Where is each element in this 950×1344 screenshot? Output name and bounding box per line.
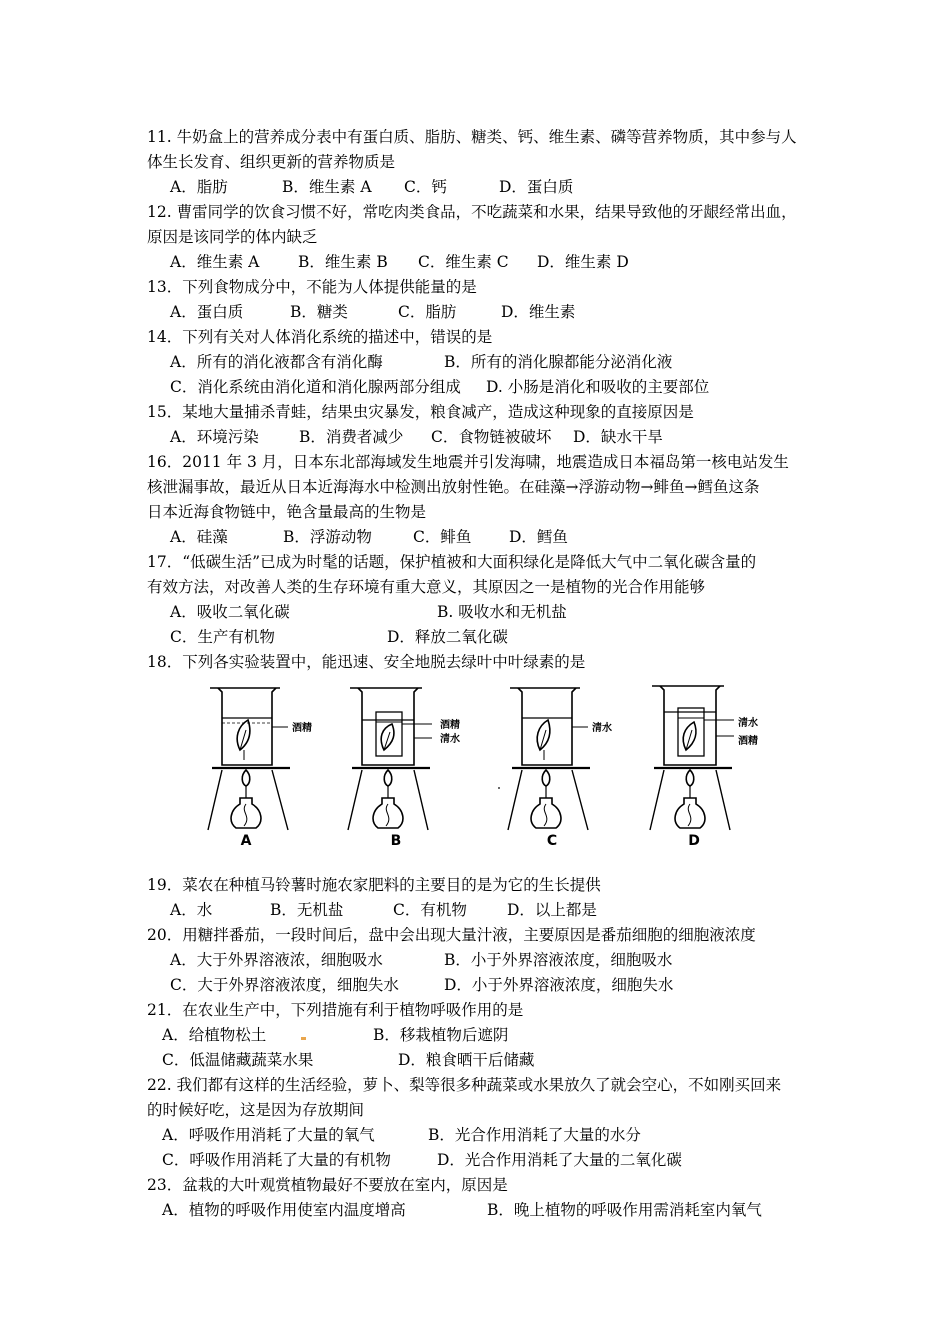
question-19-line-1: 19．菜农在种植马铃薯时施农家肥料的主要目的是为它的生长提供 [147,876,601,894]
label-b-outer: 清水 [440,734,460,745]
question-21-line-1: 21．在农业生产中，下列措施有利于植物呼吸作用的是 [147,1001,524,1019]
apparatus-c [508,688,590,830]
question-20-option-c: C．大于外界溶液浓度，细胞失水 [170,976,399,994]
label-d-outer: 酒精 [738,736,758,747]
question-14-option-c: C．消化系统由消化道和消化腺两部分组成 [170,378,461,396]
stray-dot [498,787,500,789]
caption-a: A [240,833,252,849]
question-19-option-b: B．无机盐 [270,901,344,919]
label-b-inner: 酒精 [440,720,460,731]
question-14-option-a: A．所有的消化液都含有消化酶 [170,353,383,371]
question-23-line-1: 23．盆栽的大叶观赏植物最好不要放在室内，原因是 [147,1176,508,1194]
question-15-option-b: B．消费者减少 [299,428,404,446]
label-c-liquid: 清水 [592,723,612,734]
question-17-option-b: B. 吸收水和无机盐 [437,603,567,621]
label-a-liquid: 酒精 [292,723,312,734]
label-d-inner: 清水 [738,718,758,729]
question-12-option-b: B．维生素 B [298,253,388,271]
caption-d: D [688,833,700,849]
question-13-option-d: D．维生素 [501,303,576,321]
question-12-option-c: C．维生素 C [418,253,509,271]
question-13-option-c: C．脂肪 [398,303,457,321]
stray-mark [301,1037,306,1040]
question-15-line-1: 15．某地大量捕杀青蛙，结果虫灾暴发，粮食减产，造成这种现象的直接原因是 [147,403,694,421]
question-16-line-3: 日本近海食物链中，铯含量最高的生物是 [147,503,427,521]
caption-b: B [390,833,402,849]
question-16-option-b: B．浮游动物 [283,528,372,546]
question-12-line-1: 12. 曹雷同学的饮食习惯不好，常吃肉类食品，不吃蔬菜和水果，结果导致他的牙龈经常出血， [147,203,797,221]
apparatus-a [208,688,290,830]
question-13-line-1: 13．下列食物成分中，不能为人体提供能量的是 [147,278,477,296]
question-12-option-a: A．维生素 A [170,253,260,271]
question-12-line-2: 原因是该同学的体内缺乏 [147,228,318,246]
apparatus-d [650,686,734,830]
question-21-option-d: D．粮食晒干后储藏 [398,1051,535,1069]
question-17-line-2: 有效方法，对改善人类的生存环境有重大意义，其原因之一是植物的光合作用能够 [147,578,706,596]
question-19-option-d: D．以上都是 [507,901,597,919]
question-11-option-c: C．钙 [404,178,447,196]
question-15-option-a: A．环境污染 [170,428,259,446]
question-11-line-1: 11. 牛奶盒上的营养成分表中有蛋白质、脂肪、糖类、钙、维生素、磷等营养物质，其中参与人 [147,128,797,146]
question-11-option-d: D．蛋白质 [499,178,574,196]
question-21-option-b: B．移栽植物后遮阴 [373,1026,509,1044]
question-23-option-a: A．植物的呼吸作用使室内温度增高 [162,1201,406,1219]
question-23-option-b: B．晚上植物的呼吸作用需消耗室内氧气 [487,1201,762,1219]
question-14-option-d: D. 小肠是消化和吸收的主要部位 [486,378,710,396]
question-17-option-a: A．吸收二氧化碳 [170,603,290,621]
question-22-option-a: A．呼吸作用消耗了大量的氧气 [162,1126,375,1144]
question-20-option-a: A．大于外界溶液浓，细胞吸水 [170,951,383,969]
question-22-option-d: D．光合作用消耗了大量的二氧化碳 [437,1151,682,1169]
question-16-option-c: C．鲱鱼 [413,528,472,546]
question-20-option-d: D．小于外界溶液浓度，细胞失水 [444,976,674,994]
question-21-option-c: C．低温储藏蔬菜水果 [162,1051,314,1069]
question-11-option-a: A．脂肪 [170,178,228,196]
question-20-line-1: 20．用糖拌番茄，一段时间后，盘中会出现大量汁液，主要原因是番茄细胞的细胞液浓度 [147,926,756,944]
question-19-option-a: A．水 [170,901,213,919]
question-16-option-a: A．硅藻 [170,528,228,546]
question-14-line-1: 14．下列有关对人体消化系统的描述中，错误的是 [147,328,493,346]
question-12-option-d: D．维生素 D [537,253,629,271]
question-11-line-2: 体生长发育、组织更新的营养物质是 [147,153,396,171]
question-16-option-d: D．鳕鱼 [509,528,568,546]
question-11-option-b: B．维生素 A [282,178,372,196]
question-15-option-c: C．食物链被破坏 [431,428,552,446]
question-17-option-d: D．释放二氧化碳 [387,628,508,646]
question-14-option-b: B．所有的消化腺都能分泌消化液 [444,353,673,371]
question-22-line-1: 22. 我们都有这样的生活经验，萝卜、梨等很多种蔬菜或水果放久了就会空心，不如刚买回来 [147,1076,782,1094]
question-22-option-b: B．光合作用消耗了大量的水分 [428,1126,641,1144]
experiment-apparatus-figure [200,680,780,852]
question-17-line-1: 17．“低碳生活”已成为时髦的话题，保护植被和大面积绿化是降低大气中二氧化碳含量的 [147,553,757,571]
question-16-line-2: 核泄漏事故，最近从日本近海海水中检测出放射性铯。在硅藻→浮游动物→鲱鱼→鳕鱼这条 [147,478,760,496]
question-16-line-1: 16．2011 年 3 月，日本东北部海域发生地震并引发海啸，地震造成日本福岛第一核电站发生 [147,453,789,471]
question-19-option-c: C．有机物 [393,901,467,919]
question-13-option-a: A．蛋白质 [170,303,244,321]
question-22-option-c: C．呼吸作用消耗了大量的有机物 [162,1151,391,1169]
question-13-option-b: B．糖类 [290,303,348,321]
question-18-line-1: 18．下列各实验装置中，能迅速、安全地脱去绿叶中叶绿素的是 [147,653,586,671]
caption-c: C [546,833,558,849]
question-22-line-2: 的时候好吃，这是因为存放期间 [147,1101,365,1119]
question-17-option-c: C．生产有机物 [170,628,275,646]
question-21-option-a: A．给植物松土 [162,1026,267,1044]
question-15-option-d: D．缺水干旱 [573,428,663,446]
question-20-option-b: B．小于外界溶液浓度，细胞吸水 [444,951,673,969]
apparatus-b [348,688,432,830]
